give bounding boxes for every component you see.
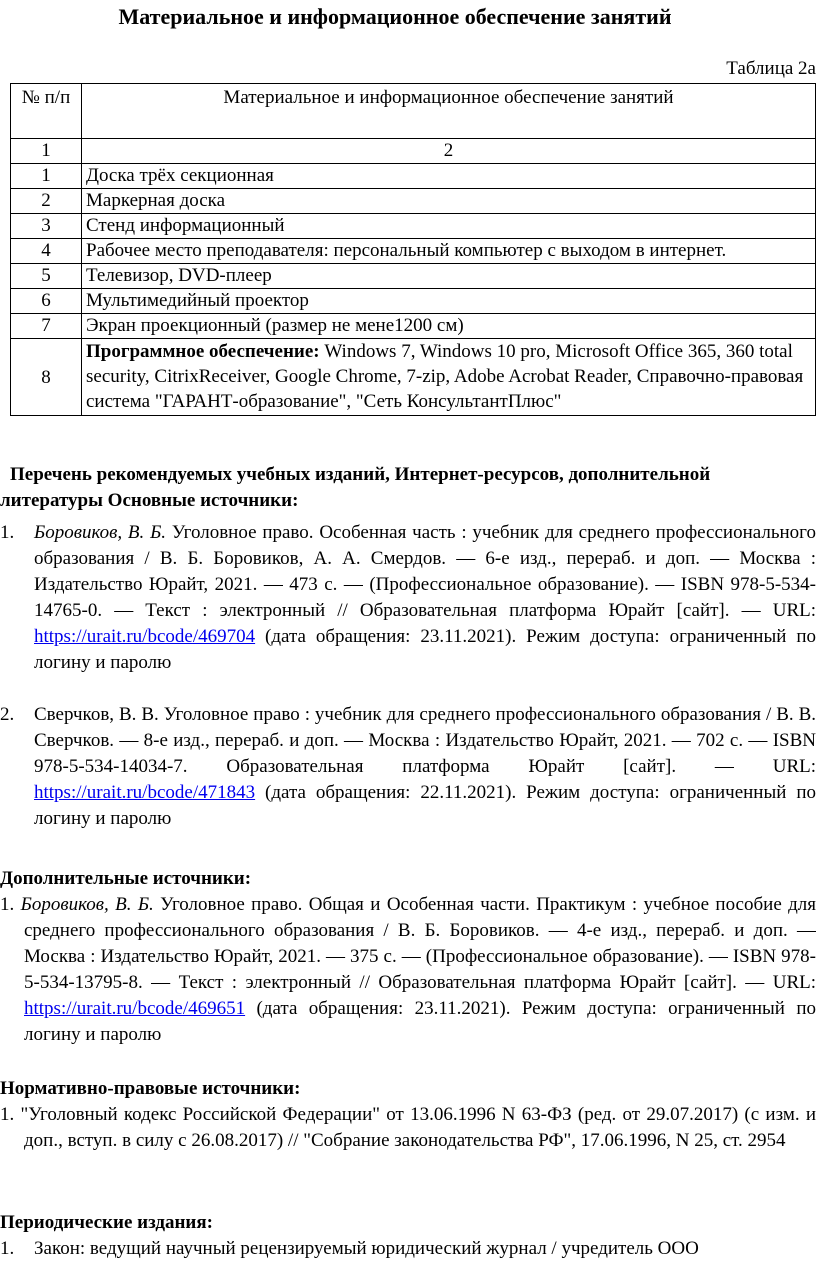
page-title: Материальное и информационное обеспечение занятий <box>118 4 672 29</box>
item-author: Боровиков, В. Б. <box>20 894 154 915</box>
item-text: Закон: ведущий научный рецензируемый юридический журнал / учредитель ООО <box>34 1238 699 1259</box>
row-num: 5 <box>11 264 82 289</box>
item-url-link[interactable]: https://urait.ru/bcode/469651 <box>24 998 246 1019</box>
table-caption: Таблица 2а <box>726 58 816 79</box>
row-num: 8 <box>11 339 82 416</box>
row-text: Мультимедийный проектор <box>82 289 816 314</box>
item-number: 1. <box>0 1104 15 1125</box>
item-number: 1. <box>0 894 15 915</box>
table-row <box>11 314 816 339</box>
additional-heading: Дополнительные источники: <box>0 868 252 889</box>
item-author: Боровиков, В. Б. <box>34 522 167 543</box>
row-num: 2 <box>11 189 82 214</box>
item-url-link[interactable]: https://urait.ru/bcode/469704 <box>34 626 256 647</box>
item-body <box>0 1102 816 1154</box>
item-body <box>34 702 816 832</box>
list-item <box>0 1236 816 1262</box>
row-text: Маркерная доска <box>82 189 816 214</box>
recommended-heading: Перечень рекомендуемых учебных изданий, Интернет-ресурсов, дополнительной литературы Основные источники: <box>0 464 711 511</box>
recommended-section <box>0 462 816 832</box>
table-index-row <box>11 139 816 164</box>
list-item <box>0 1102 816 1154</box>
header-content-cell: Материальное и информационное обеспечение занятий <box>82 84 816 139</box>
table-row <box>11 189 816 214</box>
item-body <box>0 892 816 1048</box>
list-item <box>0 892 816 1048</box>
item-body <box>34 520 816 676</box>
item-text: Уголовное право : учебник для среднего профессионального образования / В. В. Сверчков. — 8-е изд., перераб. и доп. — Москва : Издательство Юрайт, 2021. — 702 с. — ISBN 978-5-534-14034-7. Образовательная платформа Юрайт [сайт]. — URL: <box>34 704 816 777</box>
row-text: Телевизор, DVD-плеер <box>82 264 816 289</box>
index-num-cell: 1 <box>11 139 82 164</box>
item-text: Уголовное право. Общая и Особенная части. Практикум : учебное пособие для среднего профессионального образования / В. Б. Боровиков. — 4-е изд., перераб. и доп. — Москва : Издательство Юрайт, 2021. — 375 с. — (Профессиональное образование). — ISBN 978-5-534-13795-8. — Текст : электронный // Образовательная платформа Юрайт [сайт]. — URL: <box>24 894 816 993</box>
periodicals-section <box>0 1210 816 1262</box>
item-number: 1. <box>0 1238 15 1259</box>
additional-section <box>0 866 816 1048</box>
item-number: 1. <box>0 522 15 543</box>
item-text: Уголовное право. Особенная часть : учебник для среднего профессионального образования / В. Б. Боровиков, А. А. Смердов. — 6-е изд., перераб. и доп. — Москва : Издательство Юрайт, 2021. — 473 с. — (Профессиональное образование). — ISBN 978-5-534-14765-0. — Текст : электронный // Образовательная платформа Юрайт [сайт]. — URL: <box>34 522 816 621</box>
row-text: Доска трёх секционная <box>82 164 816 189</box>
table-row <box>11 239 816 264</box>
row-num: 4 <box>11 239 82 264</box>
row-text: Стенд информационный <box>82 214 816 239</box>
row-text: Экран проекционный (размер не мене1200 см) <box>82 314 816 339</box>
item-number: 2. <box>0 704 15 725</box>
software-row <box>11 339 816 416</box>
table-header-row <box>11 84 816 139</box>
software-label: Программное обеспечение: <box>86 341 320 362</box>
normative-heading: Нормативно-правовые источники: <box>0 1078 301 1099</box>
header-num-cell: № п/п <box>11 84 82 139</box>
item-tail: (дата обращения: 23.11.2021). Режим доступа: ограниченный по логину и паролю <box>24 998 816 1045</box>
item-author: Сверчков, В. В. <box>34 704 159 725</box>
item-text: "Уголовный кодекс Российской Федерации" от 13.06.1996 N 63-ФЗ (ред. от 29.07.2017) (с изм. и доп., вступ. в силу с 26.08.2017) // "Собрание законодательства РФ", 17.06.1996, N 25, ст. 2954 <box>20 1104 816 1151</box>
table-row <box>11 264 816 289</box>
list-item <box>0 702 816 832</box>
item-body <box>34 1236 816 1262</box>
item-url-link[interactable]: https://urait.ru/bcode/471843 <box>34 782 256 803</box>
row-num: 6 <box>11 289 82 314</box>
software-list: Windows 7, Windows 10 pro, Microsoft Office 365, 360 total security, CitrixReceiver, Google Chrome, 7-zip, Adobe Acrobat Reader, Справочно-правовая система "ГАРАНТ-образование", "Сеть КонсультантПлюс" <box>86 341 804 412</box>
table-row <box>11 214 816 239</box>
list-item <box>0 520 816 676</box>
software-text <box>82 339 816 416</box>
table-row <box>11 289 816 314</box>
row-num: 7 <box>11 314 82 339</box>
periodicals-heading: Периодические издания: <box>0 1212 213 1233</box>
table-row <box>11 164 816 189</box>
row-num: 3 <box>11 214 82 239</box>
item-tail: (дата обращения: 23.11.2021). Режим доступа: ограниченный по логину и паролю <box>34 626 816 673</box>
index-content-cell: 2 <box>82 139 816 164</box>
normative-section <box>0 1076 816 1154</box>
item-tail: (дата обращения: 22.11.2021). Режим доступа: ограниченный по логину и паролю <box>34 782 816 829</box>
equipment-table <box>10 83 816 416</box>
row-text: Рабочее место преподавателя: персональный компьютер с выходом в интернет. <box>82 239 816 264</box>
row-num: 1 <box>11 164 82 189</box>
